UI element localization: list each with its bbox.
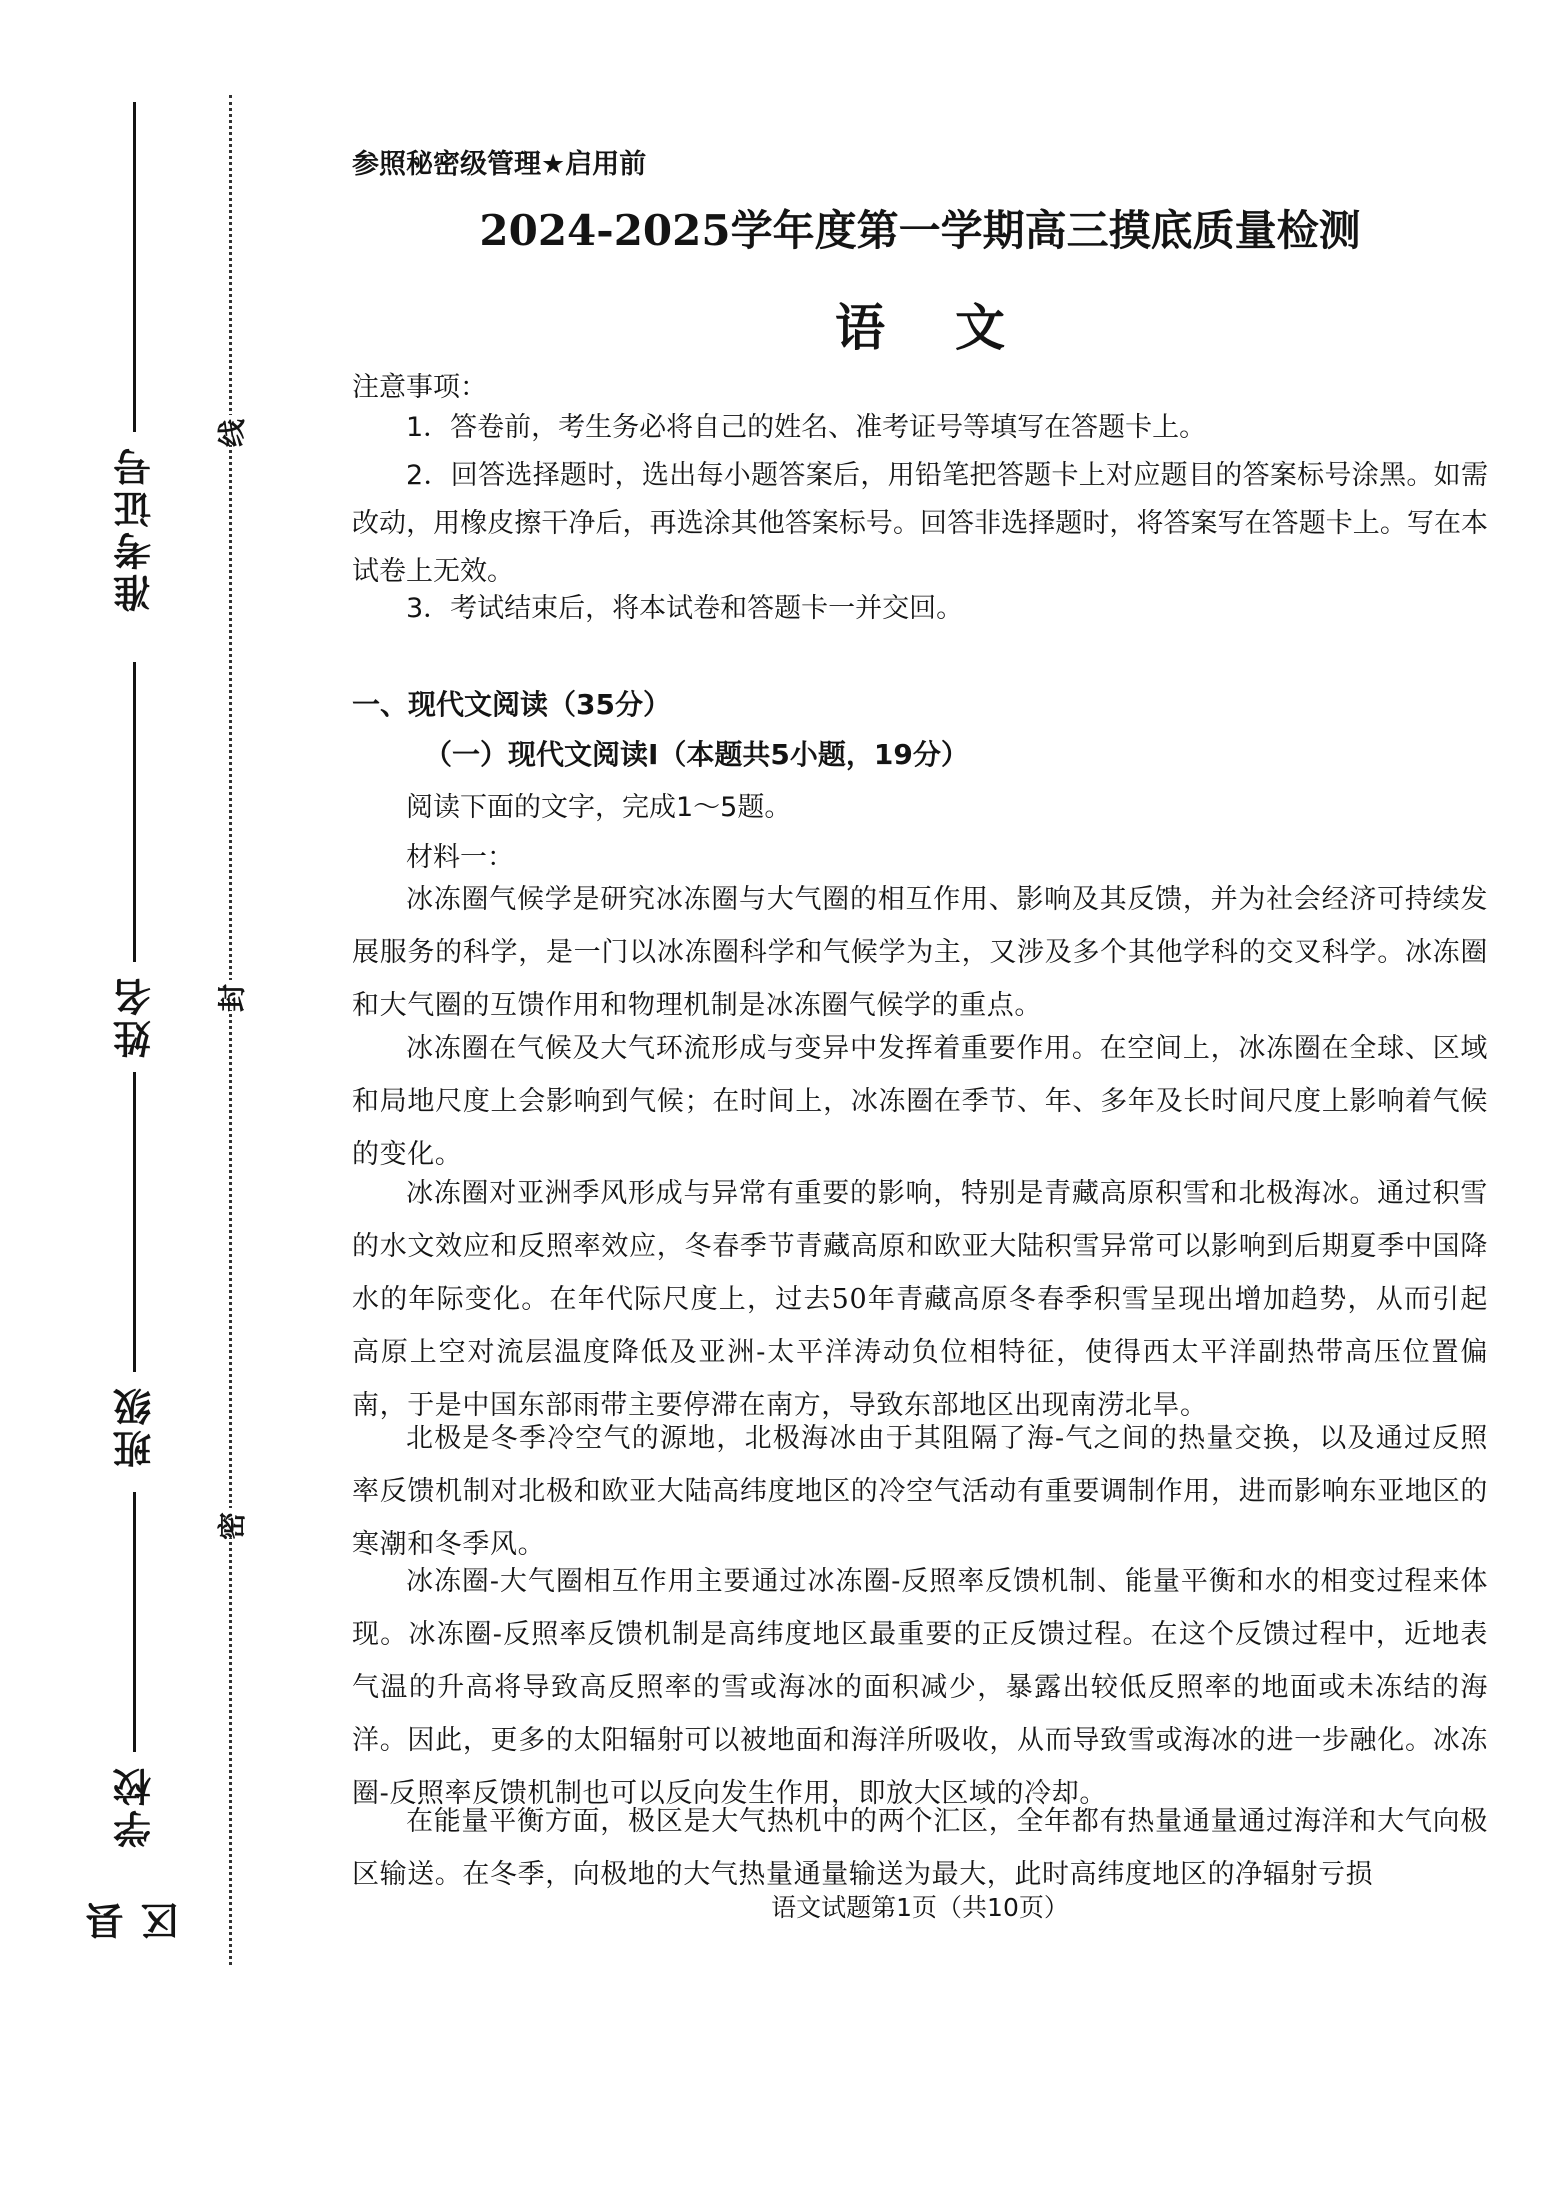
material-paragraph-5: 冰冻圈-大气圈相互作用主要通过冰冻圈-反照率反馈机制、能量平衡和水的相变过程来体现。冰冻圈-反照率反馈机制是高纬度地区最重要的正反馈过程。在这个反馈过程中，近地表气温的升高将导致高反照率的雪或海冰的面积减少，暴露出较低反照率的地面或未冻结的海洋。因此，更多的太阳辐射可以被地面和海洋所吸收，从而导致雪或海冰的进一步融化。冰冻圈-反照率反馈机制也可以反向发生作用，即放大区域的冷却。 (352, 1566, 1488, 1809)
school-field (90, 1480, 180, 1860)
material-label: 材料一： (406, 842, 514, 873)
material-paragraph-6: 在能量平衡方面，极区是大气热机中的两个汇区，全年都有热量通量通过海洋和大气向极区输送。在冬季，向极地的大气热量通量输送为最大，此时高纬度地区的净辐射亏损 (352, 1806, 1488, 1890)
seal-mark-line: 线 (211, 415, 251, 445)
school-label: 学校 (113, 1764, 158, 1848)
county-field (86, 1860, 185, 1940)
school-underline (134, 1492, 137, 1752)
seal-mark-seal: 封 (211, 980, 251, 1010)
material-paragraph-3: 冰冻圈对亚洲季风形成与异常有重要的影响，特别是青藏高原积雪和北极海冰。通过积雪的水文效应和反照率效应，冬春季节青藏高原和欧亚大陆积雪异常可以影响到后期夏季中国降水的年际变化。在年代际尺度上，过去50年青藏高原冬春季积雪呈现出增加趋势，从而引起高原上空对流层温度降低及亚洲-太平洋涛动负位相特征，使得西太平洋副热带高压位置偏南，于是中国东部雨带主要停滞在南方，导致东部地区出现南涝北旱。 (352, 1178, 1488, 1421)
class-underline (134, 1072, 137, 1372)
name-label: 姓名 (113, 974, 158, 1058)
section-heading: 一、现代文阅读（35分） (352, 688, 671, 721)
exam-number-field (90, 90, 180, 650)
confidentiality-note: 参照秘密级管理★启用前 (352, 149, 647, 180)
name-field (90, 650, 180, 1060)
material-paragraph-4: 北极是冬季冷空气的源地，北极海冰由于其阻隔了海-气之间的热量交换，以及通过反照率反馈机制对北极和欧亚大陆高纬度地区的冷空气活动有重要调制作用，进而影响东亚地区的寒潮和冬季风。 (352, 1423, 1488, 1560)
subsection-heading: （一）现代文阅读Ⅰ（本题共5小题，19分） (424, 738, 969, 771)
seal-dotted-line (229, 95, 232, 1965)
county-label: 县区 (86, 1898, 185, 1940)
notice-item-2: 2．回答选择题时，选出每小题答案后，用铅笔把答题卡上对应题目的答案标号涂黑。如需改动，用橡皮擦干净后，再选涂其他答案标号。回答非选择题时，将答案写在答题卡上。写在本试卷上无效。 (352, 460, 1488, 587)
notice-heading: 注意事项： (352, 372, 487, 403)
material-paragraph-2: 冰冻圈在气候及大气环流形成与变异中发挥着重要作用。在空间上，冰冻圈在全球、区域和局地尺度上会影响到气候；在时间上，冰冻圈在季节、年、多年及长时间尺度上影响着气候的变化。 (352, 1033, 1488, 1170)
exam-number-label: 准考证号 (113, 444, 158, 612)
class-field (90, 1060, 180, 1480)
material-paragraph-1: 冰冻圈气候学是研究冰冻圈与大气圈的相互作用、影响及其反馈，并为社会经济可持续发展服务的科学，是一门以冰冻圈科学和气候学为主，又涉及多个其他学科的交叉科学。冰冻圈和大气圈的互馈作用和物理机制是冰冻圈气候学的重点。 (352, 884, 1488, 1021)
exam-title: 2024-2025学年度第一学期高三摸底质量检测 (479, 206, 1361, 255)
exam-number-underline (134, 102, 137, 432)
subject-title: 语文 (835, 298, 1075, 357)
class-label: 班级 (113, 1384, 158, 1468)
seal-mark-secret: 密 (211, 1508, 251, 1538)
page-footer: 语文试题第1页（共10页） (771, 1893, 1069, 1922)
notice-item-1: 1．答卷前，考生务必将自己的姓名、准考证号等填写在答题卡上。 (406, 412, 1207, 443)
reading-instruction: 阅读下面的文字，完成1～5题。 (406, 792, 792, 823)
notice-item-3: 3．考试结束后，将本试卷和答题卡一并交回。 (406, 593, 964, 624)
name-underline (134, 662, 137, 962)
